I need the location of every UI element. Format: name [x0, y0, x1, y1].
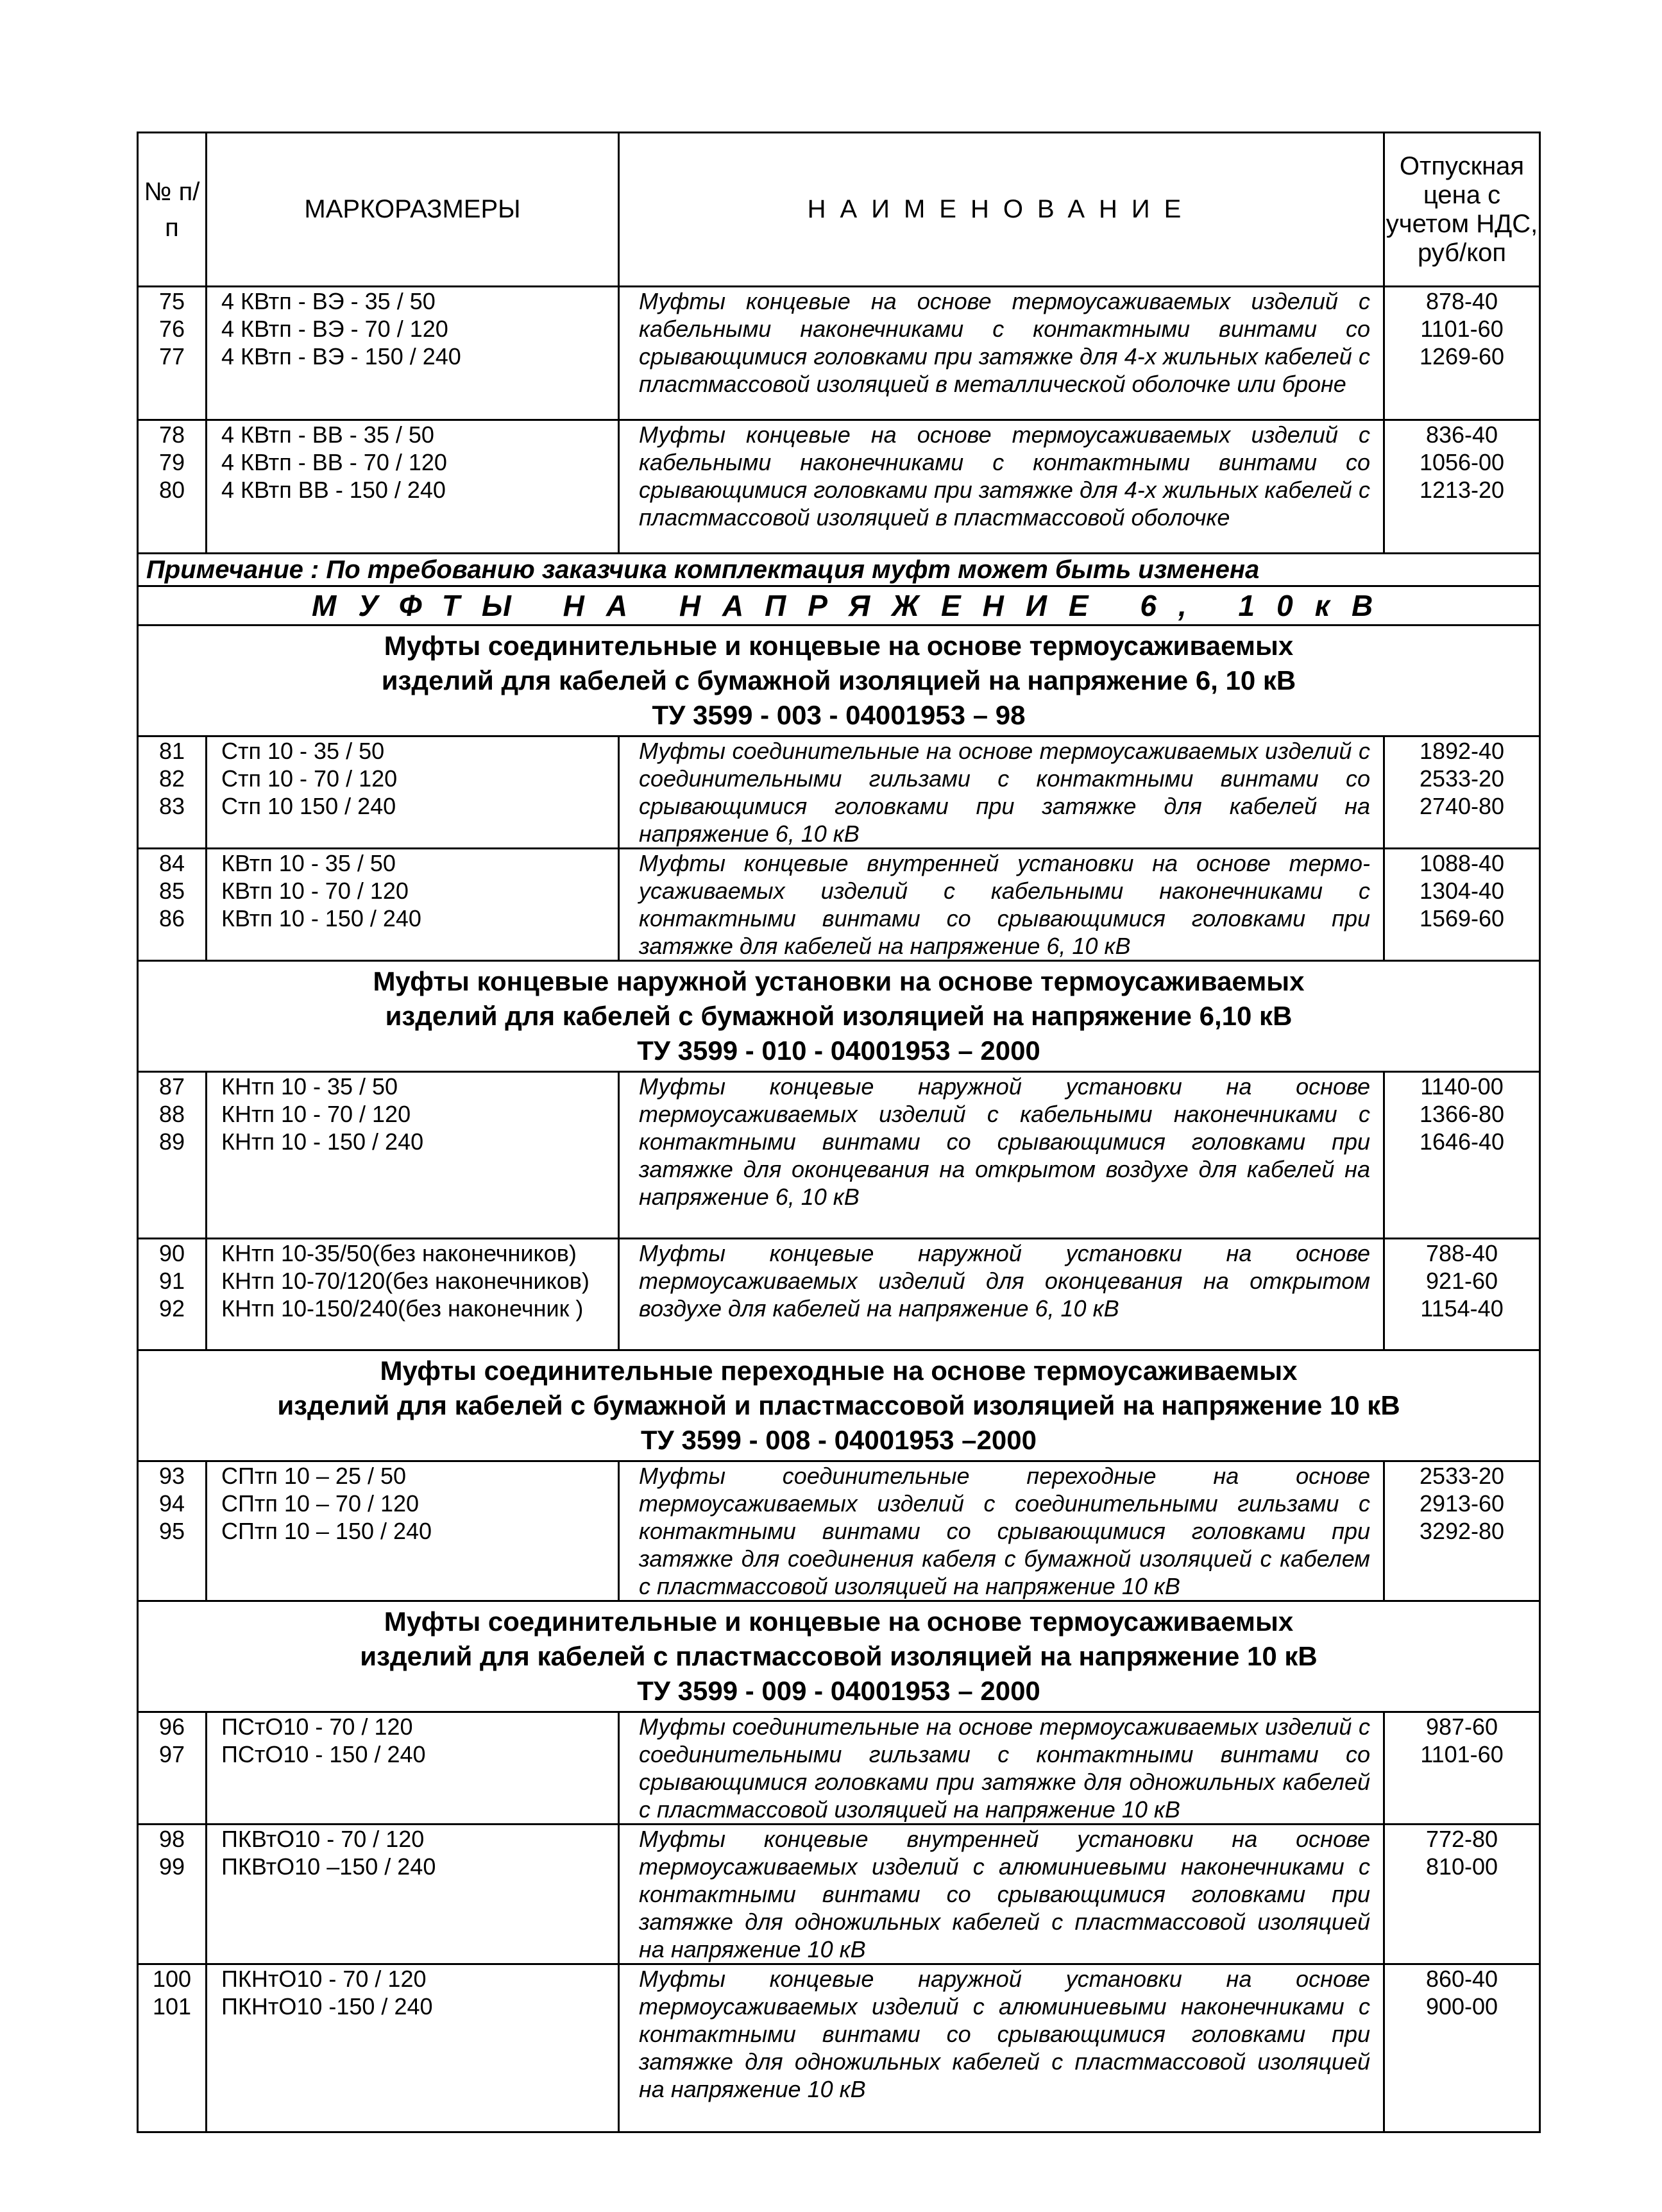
item-number-cell — [138, 736, 207, 849]
item-mark: Стп 10 - 35 / 50 — [221, 738, 385, 764]
item-description: Муфты соединительные переходные на основе термоусаживаемых изделий с соединительными гильзами с контактными винтами со срывающимися головками при затяжке для соединения кабеля с бумажной изоляцией с кабелем с пластмассовой изоляцией на напряжение 10 кВ — [619, 1461, 1384, 1601]
item-number-cell — [138, 420, 207, 554]
section-heading-row — [138, 1601, 1540, 1712]
item-number: 75 — [158, 288, 185, 314]
item-mark: ПКНтО10 -150 / 240 — [221, 1993, 433, 2020]
section-heading-line: ТУ 3599 - 003 - 04001953 – 98 — [652, 700, 1026, 730]
item-price: 1101-60 — [1420, 316, 1504, 342]
section-heading-line: изделий для кабелей с пластмассовой изоляцией на напряжение 10 кВ — [360, 1641, 1318, 1671]
section-heading-row — [138, 1350, 1540, 1461]
item-mark-cell — [207, 1072, 619, 1239]
item-number-cell — [138, 1964, 207, 2132]
item-mark: СПтп 10 – 70 / 120 — [221, 1490, 420, 1517]
item-price: 900-00 — [1425, 1993, 1498, 2020]
item-price-cell — [1384, 1461, 1540, 1601]
item-mark-cell — [207, 1461, 619, 1601]
product-group-row — [138, 1072, 1540, 1239]
item-price: 836-40 — [1425, 421, 1498, 448]
item-number: 86 — [158, 905, 185, 932]
item-number-cell — [138, 287, 207, 420]
item-description: Муфты концевые внутренней установки на основе термо-усаживаемых изделий с кабельными наконечниками с контактными винтами со срывающимися головками при затяжке для кабелей на напряжение 6, 10 кВ — [619, 849, 1384, 961]
item-description: Муфты концевые наружной установки на основе термоусаживаемых изделий с алюминиевыми наконечниками с контактными винтами со срывающимися головками при затяжке для одножильных кабелей с пластмассовой изоляцией на напряжение 10 кВ — [619, 1964, 1384, 2132]
item-mark: КНтп 10 - 150 / 240 — [221, 1128, 424, 1155]
product-group-row — [138, 1712, 1540, 1825]
product-group-row — [138, 287, 1540, 420]
item-price: 772-80 — [1425, 1826, 1498, 1852]
item-price-cell — [1384, 849, 1540, 961]
item-mark: КВтп 10 - 70 / 120 — [221, 878, 409, 904]
item-number-cell — [138, 1072, 207, 1239]
item-number-cell — [138, 1461, 207, 1601]
item-price-cell — [1384, 736, 1540, 849]
item-number: 94 — [158, 1490, 185, 1517]
item-mark-cell — [207, 736, 619, 849]
item-price: 1140-00 — [1420, 1073, 1504, 1100]
item-mark: ПКВтО10 - 70 / 120 — [221, 1826, 425, 1852]
item-number: 99 — [158, 1853, 185, 1880]
item-description: Муфты концевые наружной установки на основе термоусаживаемых изделий с кабельными наконечниками с контактными винтами со срывающимися головками при затяжке для оконцевания на открытом воздухе для кабелей на напряжение 6, 10 кВ — [619, 1072, 1384, 1239]
item-price: 1569-60 — [1419, 905, 1505, 932]
item-mark-cell — [207, 1964, 619, 2132]
item-price: 1269-60 — [1419, 343, 1505, 370]
item-price: 2533-20 — [1419, 765, 1505, 792]
note-row — [138, 554, 1540, 586]
item-price: 1646-40 — [1419, 1128, 1505, 1155]
item-description: Муфты концевые наружной установки на основе термоусаживаемых изделий для оконцевания на открытом воздухе для кабелей на напряжение 6, 10 кВ — [619, 1239, 1384, 1350]
item-mark-cell — [207, 420, 619, 554]
table-header-row — [138, 133, 1540, 287]
item-mark-cell — [207, 1825, 619, 1964]
item-price: 1101-60 — [1420, 1741, 1504, 1767]
item-number: 90 — [158, 1240, 185, 1266]
section-heading-row — [138, 625, 1540, 736]
item-price: 1892-40 — [1419, 738, 1505, 764]
item-number: 97 — [158, 1741, 185, 1767]
item-mark-cell — [207, 1239, 619, 1350]
item-number-cell — [138, 1712, 207, 1825]
item-number-cell — [138, 1825, 207, 1964]
product-group-row — [138, 1964, 1540, 2132]
item-mark: Стп 10 - 70 / 120 — [221, 765, 398, 792]
voltage-title: МУФТЫ НА НАПРЯЖЕНИЕ 6, 10кВ — [138, 586, 1540, 625]
section-heading — [138, 961, 1540, 1072]
item-price: 1304-40 — [1419, 878, 1505, 904]
item-mark: КНтп 10-70/120(без наконечников) — [221, 1268, 589, 1294]
item-number: 88 — [158, 1101, 185, 1127]
item-number: 77 — [158, 343, 185, 370]
item-price: 878-40 — [1425, 288, 1498, 314]
item-price-cell — [1384, 1825, 1540, 1964]
item-mark: СПтп 10 – 150 / 240 — [221, 1518, 432, 1544]
section-heading-line: Муфты соединительные и концевые на основе термоусаживаемых — [384, 1606, 1294, 1637]
item-mark: 4 КВтп - ВВ - 35 / 50 — [221, 421, 434, 448]
item-number: 76 — [158, 316, 185, 342]
item-price: 1213-20 — [1419, 477, 1505, 503]
item-mark: СПтп 10 – 25 / 50 — [221, 1463, 407, 1489]
item-number: 82 — [158, 765, 185, 792]
product-group-row — [138, 420, 1540, 554]
item-number: 78 — [158, 421, 185, 448]
item-mark: 4 КВтп ВВ - 150 / 240 — [221, 477, 446, 503]
item-number: 84 — [158, 850, 185, 876]
item-price-cell — [1384, 1964, 1540, 2132]
item-mark: ПСтО10 - 70 / 120 — [221, 1714, 413, 1740]
item-price: 1088-40 — [1419, 850, 1505, 876]
item-price-cell — [1384, 1239, 1540, 1350]
section-heading — [138, 1350, 1540, 1461]
item-number: 98 — [158, 1826, 185, 1852]
item-number: 101 — [152, 1993, 192, 2020]
col-header-mark: МАРКОРАЗМЕРЫ — [207, 133, 619, 287]
item-mark: ПКНтО10 - 70 / 120 — [221, 1966, 427, 1992]
item-price: 1366-80 — [1419, 1101, 1505, 1127]
item-number: 100 — [152, 1966, 192, 1992]
item-mark-cell — [207, 287, 619, 420]
item-price: 2913-60 — [1419, 1490, 1505, 1517]
item-price-cell — [1384, 287, 1540, 420]
item-mark: ПСтО10 - 150 / 240 — [221, 1741, 426, 1767]
item-price: 1056-00 — [1419, 449, 1505, 475]
item-price-cell — [1384, 420, 1540, 554]
product-group-row — [138, 849, 1540, 961]
section-heading-line: Муфты соединительные и концевые на основе термоусаживаемых — [384, 631, 1294, 661]
note: Примечание : По требованию заказчика комплектация муфт может быть изменена — [138, 554, 1540, 586]
item-mark: 4 КВтп - ВЭ - 150 / 240 — [221, 343, 461, 370]
item-number: 87 — [158, 1073, 185, 1100]
item-number: 79 — [158, 449, 185, 475]
item-mark: КНтп 10-150/240(без наконечник ) — [221, 1295, 584, 1322]
item-mark: ПКВтО10 –150 / 240 — [221, 1853, 436, 1880]
item-number: 83 — [158, 793, 185, 819]
item-price-cell — [1384, 1072, 1540, 1239]
section-heading-line: Муфты концевые наружной установки на основе термоусаживаемых — [373, 966, 1305, 996]
item-number: 91 — [158, 1268, 185, 1294]
item-number: 80 — [158, 477, 185, 503]
product-group-row — [138, 1825, 1540, 1964]
item-number: 85 — [158, 878, 185, 904]
item-mark: КВтп 10 - 150 / 240 — [221, 905, 421, 932]
item-price: 2533-20 — [1419, 1463, 1505, 1489]
product-group-row — [138, 736, 1540, 849]
col-header-name: НАИМЕНОВАНИЕ — [619, 133, 1384, 287]
item-mark: 4 КВтп - ВЭ - 70 / 120 — [221, 316, 448, 342]
section-heading-line: изделий для кабелей с бумажной изоляцией на напряжение 6, 10 кВ — [381, 665, 1296, 695]
item-mark: КВтп 10 - 35 / 50 — [221, 850, 396, 876]
item-mark: 4 КВтп - ВВ - 70 / 120 — [221, 449, 447, 475]
section-heading — [138, 1601, 1540, 1712]
item-price: 860-40 — [1425, 1966, 1498, 1992]
item-description: Муфты концевые на основе термоусаживаемых изделий с кабельными наконечниками с контактными винтами со срывающимися головками при затяжке для 4-х жильных кабелей с пластмассовой изоляцией в металлической оболочке или броне — [619, 287, 1384, 420]
item-price: 921-60 — [1425, 1268, 1498, 1294]
item-mark: 4 КВтп - ВЭ - 35 / 50 — [221, 288, 436, 314]
section-heading-line: Муфты соединительные переходные на основе термоусаживаемых — [380, 1356, 1298, 1386]
item-price: 788-40 — [1425, 1240, 1498, 1266]
item-number: 81 — [158, 738, 185, 764]
section-heading — [138, 625, 1540, 736]
item-price: 3292-80 — [1419, 1518, 1505, 1544]
item-number: 93 — [158, 1463, 185, 1489]
section-heading-row — [138, 961, 1540, 1072]
item-price: 810-00 — [1425, 1853, 1498, 1880]
item-number-cell — [138, 849, 207, 961]
item-price: 1154-40 — [1420, 1295, 1504, 1322]
section-heading-line: ТУ 3599 - 009 - 04001953 – 2000 — [637, 1676, 1040, 1706]
price-list-page — [137, 132, 1539, 2133]
item-mark: Стп 10 150 / 240 — [221, 793, 396, 819]
item-description: Муфты концевые на основе термоусаживаемых изделий с кабельными наконечниками с контактными винтами со срывающимися головками при затяжке для 4-х жильных кабелей с пластмассовой изоляцией в пластмассовой оболочке — [619, 420, 1384, 554]
item-price-cell — [1384, 1712, 1540, 1825]
col-header-number: № п/п — [138, 133, 207, 287]
item-description: Муфты соединительные на основе термоусаживаемых изделий с соединительными гильзами с контактными винтами со срывающимися головками при затяжке для одножильных кабелей с пластмассовой изоляцией на напряжение 10 кВ — [619, 1712, 1384, 1825]
item-mark-cell — [207, 1712, 619, 1825]
item-description: Муфты соединительные на основе термоусаживаемых изделий с соединительными гильзами с контактными винтами со срывающимися головками при затяжке для кабелей на напряжение 6, 10 кВ — [619, 736, 1384, 849]
item-price: 2740-80 — [1419, 793, 1505, 819]
price-table — [137, 132, 1541, 2133]
product-group-row — [138, 1239, 1540, 1350]
item-mark: КНтп 10 - 35 / 50 — [221, 1073, 398, 1100]
item-number: 96 — [158, 1714, 185, 1740]
item-mark: КНтп 10-35/50(без наконечников) — [221, 1240, 577, 1266]
voltage-title-row — [138, 586, 1540, 625]
section-heading-line: ТУ 3599 - 010 - 04001953 – 2000 — [637, 1035, 1040, 1066]
section-heading-line: изделий для кабелей с бумажной и пластмассовой изоляцией на напряжение 10 кВ — [277, 1390, 1400, 1420]
item-price: 987-60 — [1425, 1714, 1498, 1740]
col-header-price: Отпускная цена с учетом НДС, руб/коп — [1384, 133, 1540, 287]
item-mark: КНтп 10 - 70 / 120 — [221, 1101, 411, 1127]
item-number-cell — [138, 1239, 207, 1350]
item-number: 95 — [158, 1518, 185, 1544]
product-group-row — [138, 1461, 1540, 1601]
section-heading-line: ТУ 3599 - 008 - 04001953 –2000 — [641, 1425, 1037, 1455]
section-heading-line: изделий для кабелей с бумажной изоляцией на напряжение 6,10 кВ — [385, 1001, 1293, 1031]
item-number: 92 — [158, 1295, 185, 1322]
item-number: 89 — [158, 1128, 185, 1155]
item-description: Муфты концевые внутренней установки на основе термоусаживаемых изделий с алюминиевыми наконечниками с контактными винтами со срывающимися головками при затяжке для одножильных кабелей с пластмассовой изоляцией на напряжение 10 кВ — [619, 1825, 1384, 1964]
item-mark-cell — [207, 849, 619, 961]
